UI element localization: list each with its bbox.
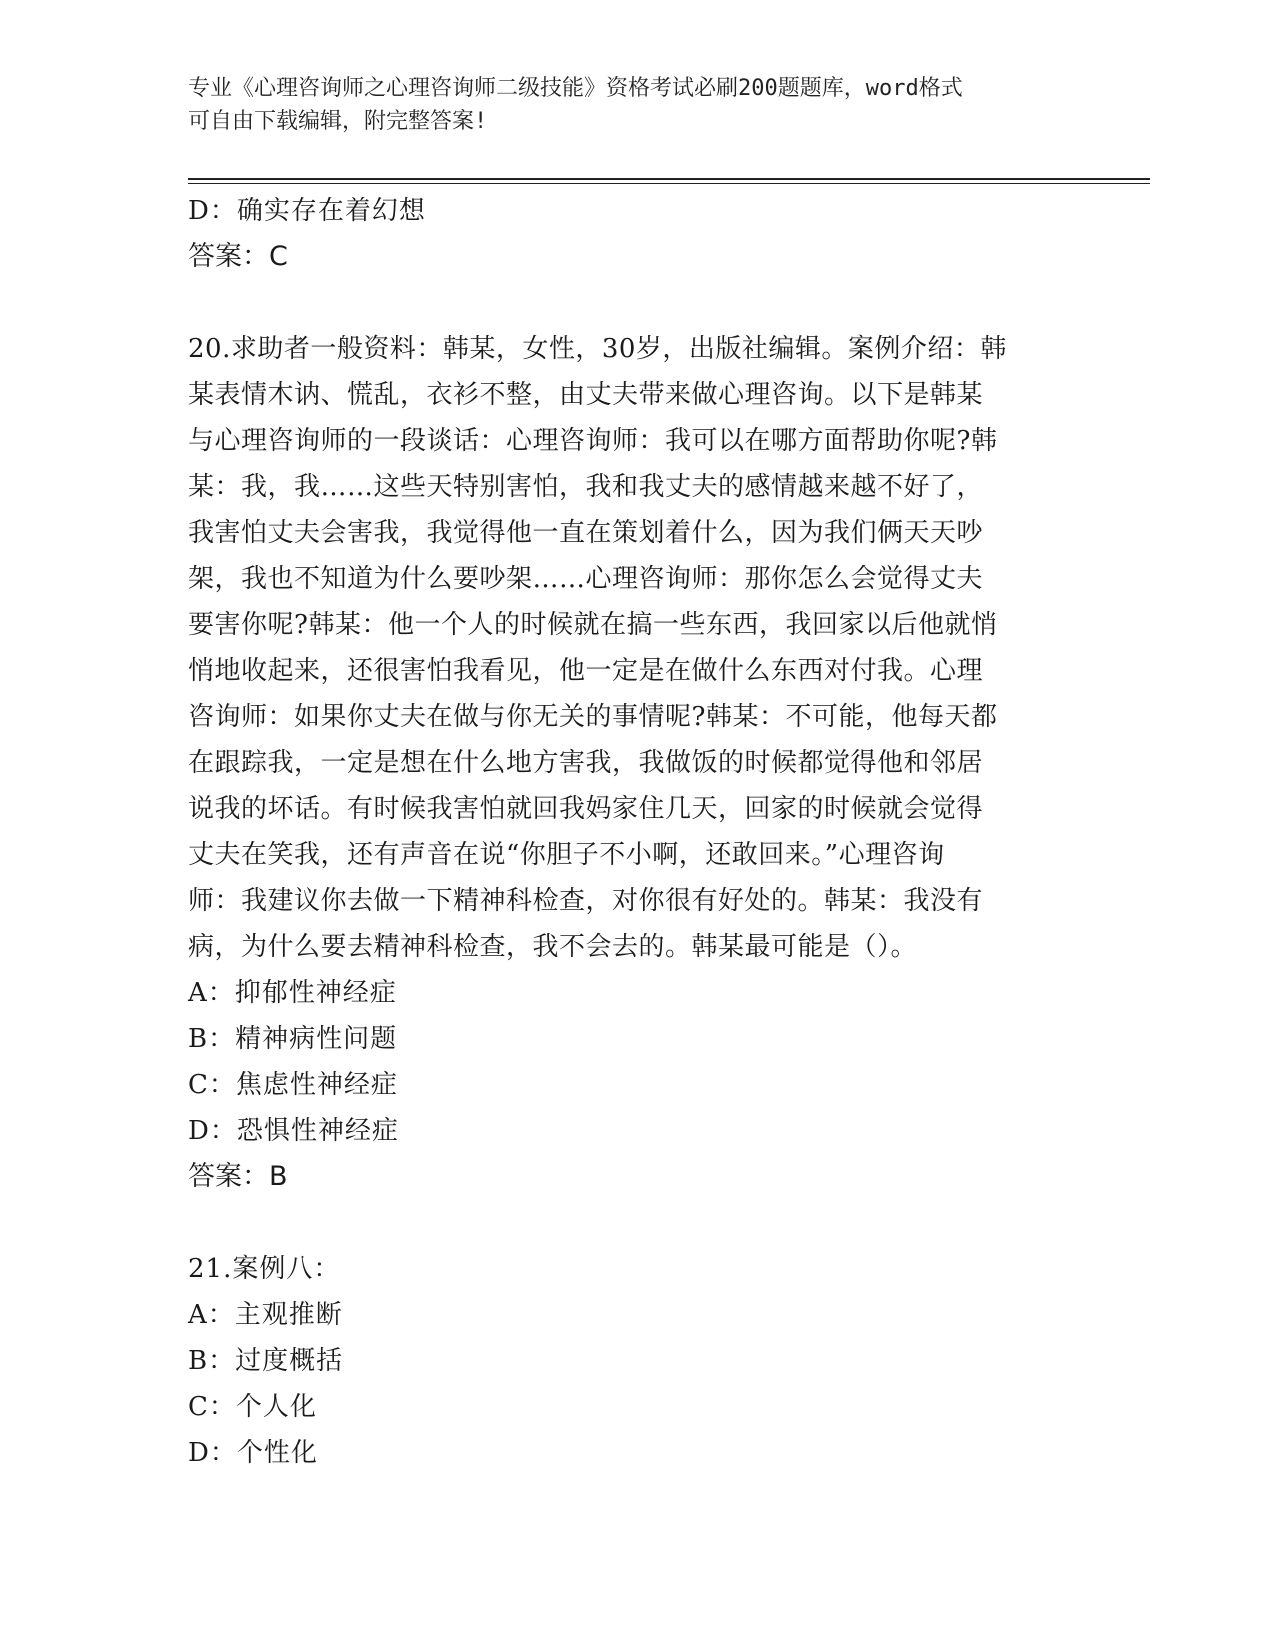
header-line-1: 专业《心理咨询师之心理咨询师二级技能》资格考试必刷200题题库，word格式 xyxy=(188,76,963,101)
q20-stem-line: 丈夫在笑我，还有声音在说“你胆子不小啊，还敢回来。”心理咨询 xyxy=(188,840,945,870)
q21-option-c: C：个人化 xyxy=(188,1392,317,1422)
q21-stem: 21.案例八： xyxy=(188,1254,341,1284)
q20-stem-line: 咨询师：如果你丈夫在做与你无关的事情呢?韩某：不可能，他每天都 xyxy=(188,702,998,732)
q20-stem-line: 要害你呢?韩某：他一个人的时候就在搞一些东西，我回家以后他就悄 xyxy=(188,610,998,640)
q20-option-c: C：焦虑性神经症 xyxy=(188,1070,398,1100)
q20-stem xyxy=(188,326,1088,970)
document-body xyxy=(188,188,1088,1476)
q21-option-d: D：个性化 xyxy=(188,1438,318,1468)
q20-option-d: D：恐惧性神经症 xyxy=(188,1116,399,1146)
document-header xyxy=(188,72,1088,138)
q20-stem-line: 病，为什么要去精神科检查，我不会去的。韩某最可能是（）。 xyxy=(188,932,918,962)
q21-option-a: A：主观推断 xyxy=(188,1300,343,1330)
q20-stem-line: 架，我也不知道为什么要吵架……心理咨询师：那你怎么会觉得丈夫 xyxy=(188,564,984,594)
q20-stem-line: 某：我，我……这些天特别害怕，我和我丈夫的感情越来越不好了， xyxy=(188,472,984,502)
q20-stem-line: 在跟踪我，一定是想在什么地方害我，我做饭的时候都觉得他和邻居 xyxy=(188,748,984,778)
q20-stem-line: 悄地收起来，还很害怕我看见，他一定是在做什么东西对付我。心理 xyxy=(188,656,984,686)
q21-option-b: B：过度概括 xyxy=(188,1346,344,1376)
header-divider-thick xyxy=(188,178,1150,180)
header-divider-thin xyxy=(188,183,1150,184)
q20-stem-line: 20.求助者一般资料：韩某，女性，30岁，出版社编辑。案例介绍：韩 xyxy=(188,334,1007,364)
header-line-2: 可自由下载编辑，附完整答案! xyxy=(188,109,488,134)
q20-stem-line: 我害怕丈夫会害我，我觉得他一直在策划着什么，因为我们俩天天吵 xyxy=(188,518,984,548)
q20-stem-line: 说我的坏话。有时候我害怕就回我妈家住几天，回家的时候就会觉得 xyxy=(188,794,984,824)
q20-stem-line: 师：我建议你去做一下精神科检查，对你很有好处的。韩某：我没有 xyxy=(188,886,984,916)
spacer xyxy=(188,280,1088,326)
q20-option-b: B：精神病性问题 xyxy=(188,1024,398,1054)
q20-stem-line: 与心理咨询师的一段谈话：心理咨询师：我可以在哪方面帮助你呢?韩 xyxy=(188,426,998,456)
q19-option-d: D：确实存在着幻想 xyxy=(188,196,426,226)
spacer xyxy=(188,1200,1088,1246)
q20-option-a: A：抑郁性神经症 xyxy=(188,978,397,1008)
q20-stem-line: 某表情木讷、慌乱，衣衫不整，由丈夫带来做心理咨询。以下是韩某 xyxy=(188,380,984,410)
q19-answer: 答案：C xyxy=(188,241,288,272)
q20-answer: 答案：B xyxy=(188,1161,288,1192)
